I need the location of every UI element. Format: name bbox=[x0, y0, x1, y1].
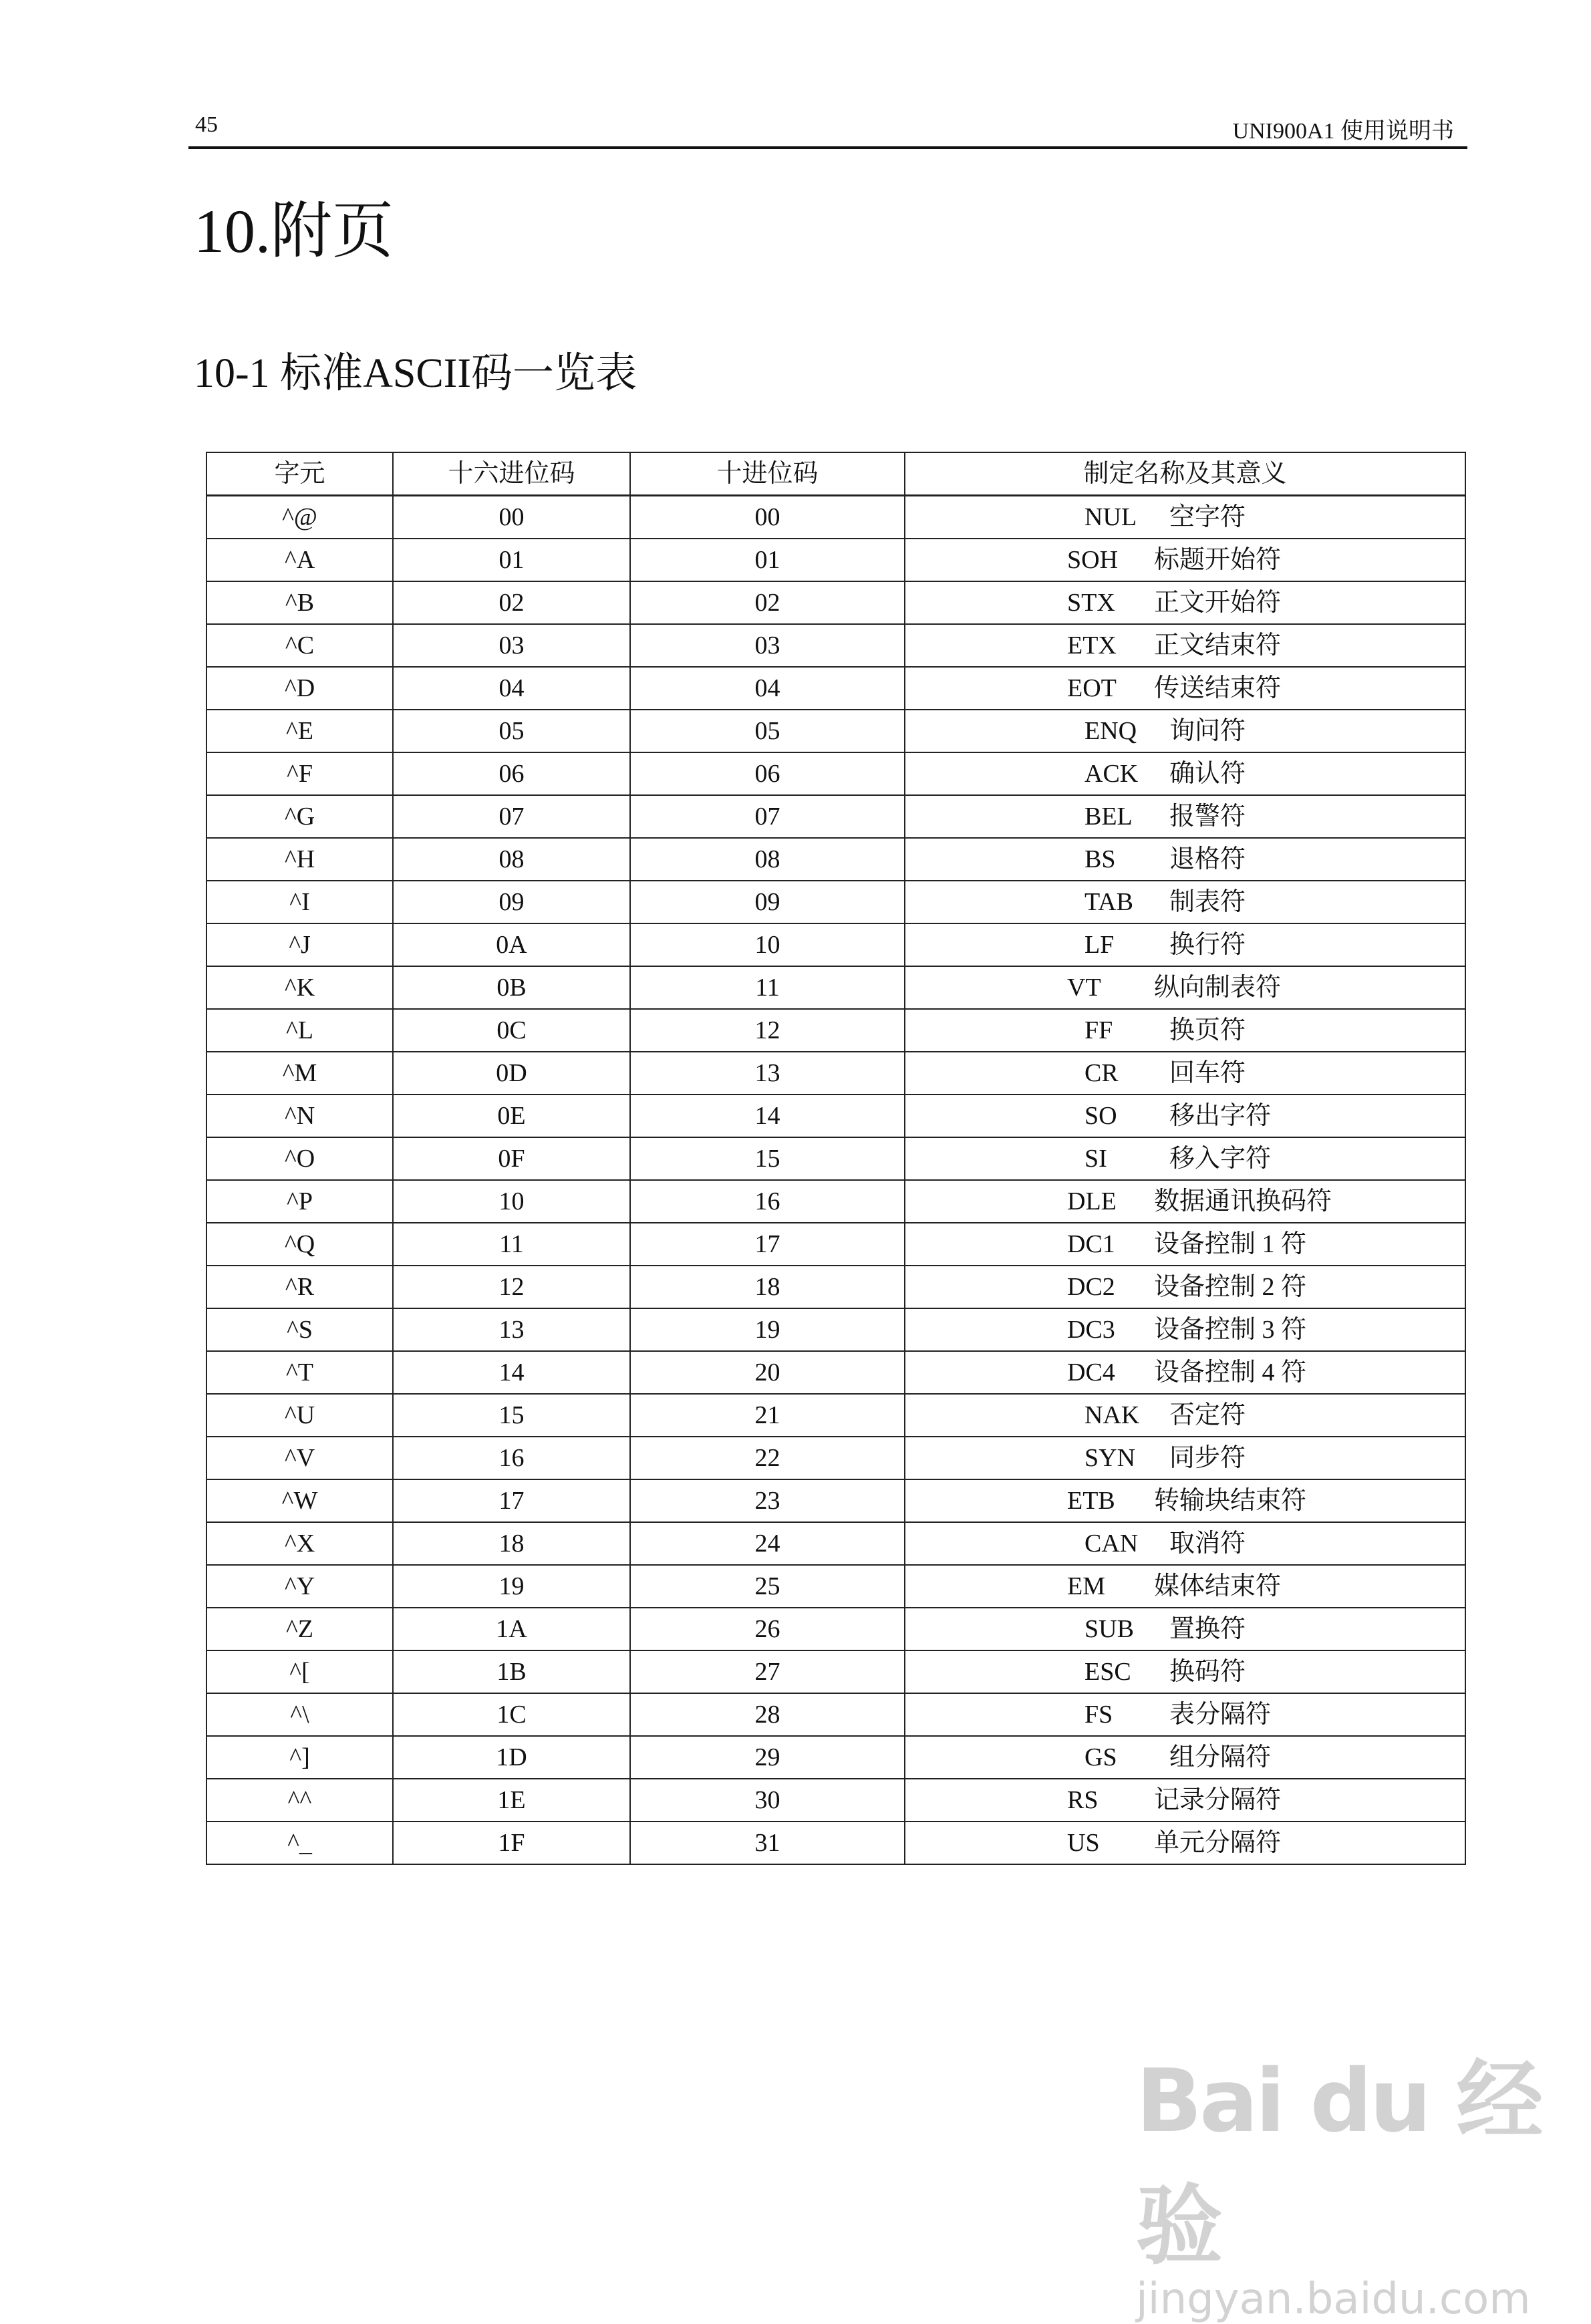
table-row bbox=[206, 1437, 1465, 1479]
hex-cell: 0F bbox=[393, 1137, 630, 1180]
name-cell bbox=[905, 966, 1465, 1009]
column-header-name: 制定名称及其意义 bbox=[905, 452, 1465, 496]
hex-cell: 19 bbox=[393, 1565, 630, 1608]
control-meaning: 否定符 bbox=[1169, 1401, 1246, 1429]
decimal-cell: 27 bbox=[630, 1650, 905, 1693]
name-cell bbox=[905, 1009, 1465, 1052]
control-code: GS bbox=[1084, 1743, 1117, 1771]
hex-cell: 1E bbox=[393, 1779, 630, 1822]
char-cell: ^Y bbox=[206, 1565, 393, 1608]
decimal-cell: 25 bbox=[630, 1565, 905, 1608]
table-row bbox=[206, 581, 1465, 624]
name-cell bbox=[905, 1223, 1465, 1266]
name-cell bbox=[905, 581, 1465, 624]
char-cell: ^X bbox=[206, 1522, 393, 1565]
control-code: BS bbox=[1084, 845, 1116, 873]
char-cell: ^F bbox=[206, 752, 393, 795]
control-meaning: 媒体结束符 bbox=[1154, 1572, 1282, 1600]
column-header-hex: 十六进位码 bbox=[393, 452, 630, 496]
name-cell bbox=[905, 1095, 1465, 1137]
control-code: DLE bbox=[1067, 1187, 1117, 1215]
name-cell bbox=[905, 795, 1465, 838]
char-cell: ^C bbox=[206, 624, 393, 667]
decimal-cell: 04 bbox=[630, 667, 905, 710]
hex-cell: 15 bbox=[393, 1394, 630, 1437]
decimal-cell: 16 bbox=[630, 1180, 905, 1223]
table-row bbox=[206, 667, 1465, 710]
control-meaning: 确认符 bbox=[1169, 760, 1246, 788]
char-cell: ^^ bbox=[206, 1779, 393, 1822]
control-meaning: 询问符 bbox=[1169, 717, 1246, 745]
hex-cell: 09 bbox=[393, 881, 630, 923]
column-header-char: 字元 bbox=[206, 452, 393, 496]
table-row bbox=[206, 1736, 1465, 1779]
char-cell: ^H bbox=[206, 838, 393, 881]
control-code: EOT bbox=[1067, 674, 1117, 702]
char-cell: ^P bbox=[206, 1180, 393, 1223]
control-code: VT bbox=[1067, 974, 1101, 1002]
name-cell bbox=[905, 624, 1465, 667]
char-cell: ^T bbox=[206, 1351, 393, 1394]
table-row bbox=[206, 1822, 1465, 1864]
hex-cell: 1F bbox=[393, 1822, 630, 1864]
table-header-row bbox=[206, 452, 1465, 496]
hex-cell: 06 bbox=[393, 752, 630, 795]
header-rule bbox=[188, 146, 1467, 149]
table-row bbox=[206, 1095, 1465, 1137]
decimal-cell: 03 bbox=[630, 624, 905, 667]
name-cell bbox=[905, 1266, 1465, 1308]
decimal-cell: 20 bbox=[630, 1351, 905, 1394]
char-cell: ^R bbox=[206, 1266, 393, 1308]
control-meaning: 标题开始符 bbox=[1154, 546, 1282, 574]
hex-cell: 07 bbox=[393, 795, 630, 838]
decimal-cell: 15 bbox=[630, 1137, 905, 1180]
name-cell bbox=[905, 1608, 1465, 1650]
table-row bbox=[206, 1608, 1465, 1650]
name-cell bbox=[905, 1437, 1465, 1479]
decimal-cell: 14 bbox=[630, 1095, 905, 1137]
table-row bbox=[206, 1351, 1465, 1394]
hex-cell: 18 bbox=[393, 1522, 630, 1565]
control-code: TAB bbox=[1084, 888, 1133, 916]
control-meaning: 换码符 bbox=[1169, 1658, 1246, 1686]
decimal-cell: 30 bbox=[630, 1779, 905, 1822]
hex-cell: 04 bbox=[393, 667, 630, 710]
hex-cell: 1C bbox=[393, 1693, 630, 1736]
name-cell bbox=[905, 1650, 1465, 1693]
hex-cell: 0D bbox=[393, 1052, 630, 1095]
control-meaning: 取消符 bbox=[1169, 1530, 1246, 1558]
control-code: SOH bbox=[1067, 546, 1119, 574]
char-cell: ^U bbox=[206, 1394, 393, 1437]
control-code: DC2 bbox=[1067, 1273, 1115, 1301]
table-body bbox=[206, 496, 1465, 1865]
hex-cell: 08 bbox=[393, 838, 630, 881]
control-code: LF bbox=[1084, 931, 1115, 959]
table-row bbox=[206, 1266, 1465, 1308]
control-code: SUB bbox=[1084, 1615, 1134, 1643]
control-code: BEL bbox=[1084, 803, 1133, 831]
char-cell: ^B bbox=[206, 581, 393, 624]
decimal-cell: 08 bbox=[630, 838, 905, 881]
decimal-cell: 21 bbox=[630, 1394, 905, 1437]
document-title: UNI900A1 使用说明书 bbox=[1232, 119, 1454, 144]
table-row bbox=[206, 1137, 1465, 1180]
table-row bbox=[206, 838, 1465, 881]
table-row bbox=[206, 496, 1465, 539]
decimal-cell: 31 bbox=[630, 1822, 905, 1864]
char-cell: ^S bbox=[206, 1308, 393, 1351]
char-cell: ^W bbox=[206, 1479, 393, 1522]
char-cell: ^L bbox=[206, 1009, 393, 1052]
char-cell: ^_ bbox=[206, 1822, 393, 1864]
name-cell bbox=[905, 1308, 1465, 1351]
decimal-cell: 02 bbox=[630, 581, 905, 624]
table-row bbox=[206, 1394, 1465, 1437]
table-row bbox=[206, 966, 1465, 1009]
hex-cell: 12 bbox=[393, 1266, 630, 1308]
table-row bbox=[206, 1479, 1465, 1522]
hex-cell: 0B bbox=[393, 966, 630, 1009]
control-meaning: 回车符 bbox=[1169, 1059, 1246, 1087]
decimal-cell: 00 bbox=[630, 496, 905, 539]
hex-cell: 02 bbox=[393, 581, 630, 624]
table-row bbox=[206, 710, 1465, 752]
control-meaning: 报警符 bbox=[1169, 803, 1246, 831]
control-code: ENQ bbox=[1084, 717, 1137, 745]
control-code: STX bbox=[1067, 589, 1115, 617]
control-code: SYN bbox=[1084, 1444, 1136, 1472]
char-cell: ^Z bbox=[206, 1608, 393, 1650]
name-cell bbox=[905, 1693, 1465, 1736]
column-header-decimal: 十进位码 bbox=[630, 452, 905, 496]
control-code: FF bbox=[1084, 1016, 1113, 1044]
table-row bbox=[206, 1009, 1465, 1052]
table-row bbox=[206, 624, 1465, 667]
control-code: RS bbox=[1067, 1786, 1099, 1814]
section-title: 10.附页 bbox=[194, 197, 394, 265]
char-cell: ^G bbox=[206, 795, 393, 838]
name-cell bbox=[905, 752, 1465, 795]
control-code: DC1 bbox=[1067, 1230, 1115, 1258]
name-cell bbox=[905, 881, 1465, 923]
hex-cell: 13 bbox=[393, 1308, 630, 1351]
table-row bbox=[206, 1223, 1465, 1266]
char-cell: ^I bbox=[206, 881, 393, 923]
watermark-url: jingyan.baidu.com bbox=[1136, 2275, 1531, 2324]
ascii-table bbox=[206, 452, 1466, 1865]
control-meaning: 正文结束符 bbox=[1154, 631, 1282, 660]
decimal-cell: 29 bbox=[630, 1736, 905, 1779]
control-code: FS bbox=[1084, 1701, 1113, 1729]
name-cell bbox=[905, 1779, 1465, 1822]
control-meaning: 表分隔符 bbox=[1169, 1701, 1272, 1729]
control-code: DC4 bbox=[1067, 1358, 1115, 1387]
control-code: NAK bbox=[1084, 1401, 1140, 1429]
name-cell bbox=[905, 710, 1465, 752]
control-code: ACK bbox=[1084, 760, 1139, 788]
name-cell bbox=[905, 1137, 1465, 1180]
subsection-title: 10-1 标准ASCII码一览表 bbox=[194, 351, 637, 396]
char-cell: ^N bbox=[206, 1095, 393, 1137]
char-cell: ^A bbox=[206, 539, 393, 581]
name-cell bbox=[905, 496, 1465, 539]
char-cell: ^E bbox=[206, 710, 393, 752]
table-row bbox=[206, 795, 1465, 838]
control-code: DC3 bbox=[1067, 1316, 1115, 1344]
control-meaning: 单元分隔符 bbox=[1154, 1829, 1282, 1857]
hex-cell: 00 bbox=[393, 496, 630, 539]
control-meaning: 数据通讯换码符 bbox=[1154, 1187, 1332, 1215]
control-meaning: 正文开始符 bbox=[1154, 589, 1282, 617]
char-cell: ^V bbox=[206, 1437, 393, 1479]
control-meaning: 移入字符 bbox=[1169, 1145, 1272, 1173]
control-meaning: 换行符 bbox=[1169, 931, 1246, 959]
table-row bbox=[206, 1693, 1465, 1736]
control-code: ETX bbox=[1067, 631, 1117, 660]
hex-cell: 0E bbox=[393, 1095, 630, 1137]
decimal-cell: 23 bbox=[630, 1479, 905, 1522]
control-code: NUL bbox=[1084, 503, 1137, 531]
control-code: SI bbox=[1084, 1145, 1107, 1173]
table-row bbox=[206, 1650, 1465, 1693]
name-cell bbox=[905, 1180, 1465, 1223]
char-cell: ^M bbox=[206, 1052, 393, 1095]
char-cell: ^[ bbox=[206, 1650, 393, 1693]
hex-cell: 01 bbox=[393, 539, 630, 581]
decimal-cell: 05 bbox=[630, 710, 905, 752]
control-meaning: 设备控制 4 符 bbox=[1154, 1358, 1307, 1387]
decimal-cell: 07 bbox=[630, 795, 905, 838]
decimal-cell: 11 bbox=[630, 966, 905, 1009]
control-meaning: 传送结束符 bbox=[1154, 674, 1282, 702]
control-meaning: 记录分隔符 bbox=[1154, 1786, 1282, 1814]
table-row bbox=[206, 1779, 1465, 1822]
control-code: CAN bbox=[1084, 1530, 1139, 1558]
name-cell bbox=[905, 1736, 1465, 1779]
name-cell bbox=[905, 1479, 1465, 1522]
control-meaning: 组分隔符 bbox=[1169, 1743, 1272, 1771]
name-cell bbox=[905, 1822, 1465, 1864]
decimal-cell: 18 bbox=[630, 1266, 905, 1308]
control-meaning: 设备控制 3 符 bbox=[1154, 1316, 1307, 1344]
hex-cell: 10 bbox=[393, 1180, 630, 1223]
control-meaning: 转输块结束符 bbox=[1154, 1487, 1307, 1515]
name-cell bbox=[905, 667, 1465, 710]
decimal-cell: 13 bbox=[630, 1052, 905, 1095]
char-cell: ^] bbox=[206, 1736, 393, 1779]
decimal-cell: 12 bbox=[630, 1009, 905, 1052]
hex-cell: 16 bbox=[393, 1437, 630, 1479]
control-code: SO bbox=[1084, 1102, 1117, 1130]
table-row bbox=[206, 881, 1465, 923]
table-row bbox=[206, 539, 1465, 581]
baidu-jingyan-watermark bbox=[1136, 2031, 1591, 2324]
name-cell bbox=[905, 923, 1465, 966]
control-meaning: 设备控制 1 符 bbox=[1154, 1230, 1307, 1258]
char-cell: ^\ bbox=[206, 1693, 393, 1736]
name-cell bbox=[905, 838, 1465, 881]
control-code: US bbox=[1067, 1829, 1100, 1857]
decimal-cell: 01 bbox=[630, 539, 905, 581]
page-number: 45 bbox=[195, 112, 218, 137]
hex-cell: 1D bbox=[393, 1736, 630, 1779]
control-code: ESC bbox=[1084, 1658, 1131, 1686]
decimal-cell: 10 bbox=[630, 923, 905, 966]
char-cell: ^@ bbox=[206, 496, 393, 539]
char-cell: ^Q bbox=[206, 1223, 393, 1266]
name-cell bbox=[905, 1394, 1465, 1437]
watermark-logo: Bai du 经验 bbox=[1136, 2050, 1541, 2277]
decimal-cell: 28 bbox=[630, 1693, 905, 1736]
control-code: CR bbox=[1084, 1059, 1119, 1087]
hex-cell: 1B bbox=[393, 1650, 630, 1693]
control-meaning: 置换符 bbox=[1169, 1615, 1246, 1643]
char-cell: ^D bbox=[206, 667, 393, 710]
name-cell bbox=[905, 1351, 1465, 1394]
table-row bbox=[206, 923, 1465, 966]
control-code: EM bbox=[1067, 1572, 1105, 1600]
control-meaning: 制表符 bbox=[1169, 888, 1246, 916]
hex-cell: 11 bbox=[393, 1223, 630, 1266]
name-cell bbox=[905, 1565, 1465, 1608]
char-cell: ^O bbox=[206, 1137, 393, 1180]
hex-cell: 03 bbox=[393, 624, 630, 667]
decimal-cell: 24 bbox=[630, 1522, 905, 1565]
control-meaning: 退格符 bbox=[1169, 845, 1246, 873]
char-cell: ^J bbox=[206, 923, 393, 966]
table-row bbox=[206, 1565, 1465, 1608]
name-cell bbox=[905, 1522, 1465, 1565]
decimal-cell: 17 bbox=[630, 1223, 905, 1266]
hex-cell: 0C bbox=[393, 1009, 630, 1052]
table-row bbox=[206, 1180, 1465, 1223]
hex-cell: 05 bbox=[393, 710, 630, 752]
table-row bbox=[206, 1052, 1465, 1095]
table-row bbox=[206, 1308, 1465, 1351]
hex-cell: 14 bbox=[393, 1351, 630, 1394]
hex-cell: 17 bbox=[393, 1479, 630, 1522]
decimal-cell: 06 bbox=[630, 752, 905, 795]
char-cell: ^K bbox=[206, 966, 393, 1009]
control-meaning: 设备控制 2 符 bbox=[1154, 1273, 1307, 1301]
decimal-cell: 19 bbox=[630, 1308, 905, 1351]
control-code: ETB bbox=[1067, 1487, 1115, 1515]
table-row bbox=[206, 1522, 1465, 1565]
decimal-cell: 22 bbox=[630, 1437, 905, 1479]
control-meaning: 换页符 bbox=[1169, 1016, 1246, 1044]
name-cell bbox=[905, 1052, 1465, 1095]
decimal-cell: 26 bbox=[630, 1608, 905, 1650]
name-cell bbox=[905, 539, 1465, 581]
hex-cell: 0A bbox=[393, 923, 630, 966]
table-row bbox=[206, 752, 1465, 795]
decimal-cell: 09 bbox=[630, 881, 905, 923]
control-meaning: 移出字符 bbox=[1169, 1102, 1272, 1130]
control-meaning: 纵向制表符 bbox=[1154, 974, 1282, 1002]
control-meaning: 空字符 bbox=[1169, 503, 1246, 531]
hex-cell: 1A bbox=[393, 1608, 630, 1650]
control-meaning: 同步符 bbox=[1169, 1444, 1246, 1472]
